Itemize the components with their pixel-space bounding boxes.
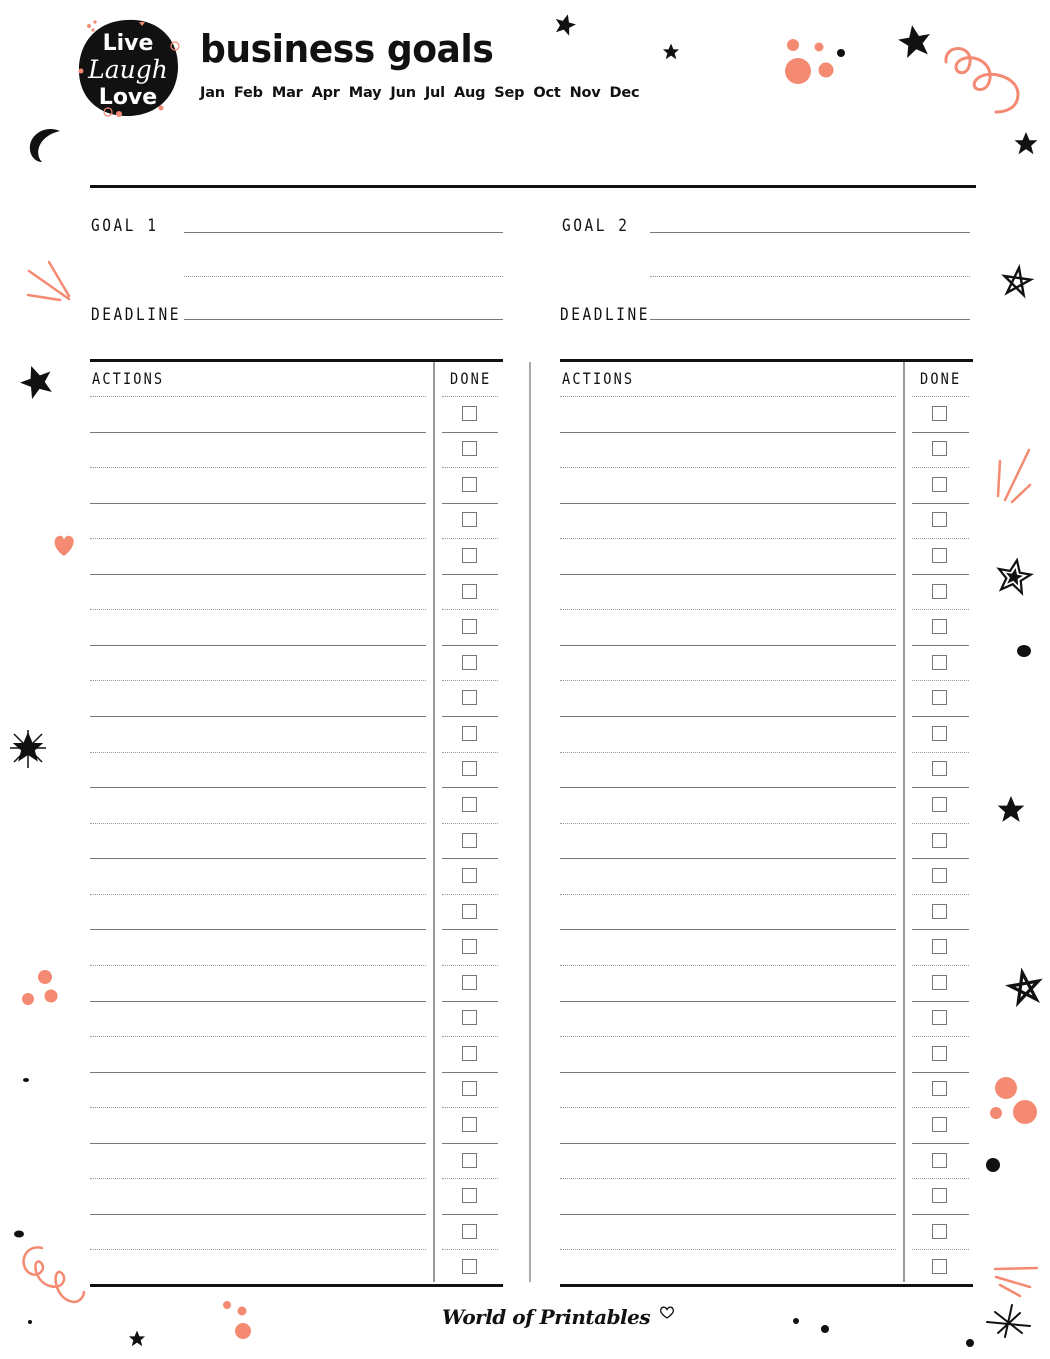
star-icon [896,22,933,59]
done-header: DONE [450,369,492,388]
outline-star-icon [1002,266,1032,296]
dots-icon [785,39,845,84]
dot-icon [14,1231,24,1238]
dots-icon [223,1301,251,1339]
swirl-icon [946,49,1018,113]
goal-label: GOAL 2 [562,216,630,236]
month-sep[interactable]: Sep [494,85,525,101]
done-header: DONE [920,369,962,388]
dot-icon [793,1318,799,1324]
brand-name: World of Printables [442,1305,651,1329]
starburst-icon [987,1305,1030,1337]
svg-text:Love: Love [98,85,158,110]
burst-lines-icon [998,450,1030,502]
heart-icon [55,536,74,556]
goal-label: GOAL 1 [91,216,159,236]
burst-lines-icon [995,1268,1037,1296]
month-jul[interactable]: Jul [424,85,445,101]
star-icon [552,12,577,37]
starburst-icon [996,557,1033,594]
moon-icon [30,129,60,162]
star-icon [663,44,679,60]
page-title: business goals [200,27,494,71]
dots-icon [990,1077,1037,1124]
dots-icon [22,970,58,1005]
dot-icon [28,1320,32,1324]
month-jan[interactable]: Jan [200,85,225,101]
month-may[interactable]: May [348,85,382,101]
month-dec[interactable]: Dec [609,85,640,101]
swirl-icon [24,1247,84,1302]
actions-header: ACTIONS [562,369,635,388]
starburst-icon [10,730,46,768]
star-icon [16,361,57,402]
dot-icon [23,1078,29,1082]
svg-text:Live: Live [102,31,154,56]
dot-icon [986,1158,1000,1172]
month-jun[interactable]: Jun [390,85,416,101]
outline-star-icon [1008,970,1041,1003]
month-oct[interactable]: Oct [533,85,561,101]
star-icon [1015,132,1038,154]
month-apr[interactable]: Apr [311,85,340,101]
dot-icon [1017,645,1031,657]
deadline-label: DEADLINE [91,305,182,325]
star-icon [129,1331,145,1347]
svg-text:Laugh: Laugh [88,55,168,84]
deadline-label: DEADLINE [560,305,651,325]
dot-icon [966,1339,974,1347]
star-icon [998,796,1025,822]
month-aug[interactable]: Aug [453,85,486,101]
month-mar[interactable]: Mar [271,85,303,101]
burst-lines-icon [28,262,69,300]
month-nov[interactable]: Nov [569,85,601,101]
dot-icon [821,1325,829,1333]
month-feb[interactable]: Feb [233,85,263,101]
actions-header: ACTIONS [92,369,165,388]
